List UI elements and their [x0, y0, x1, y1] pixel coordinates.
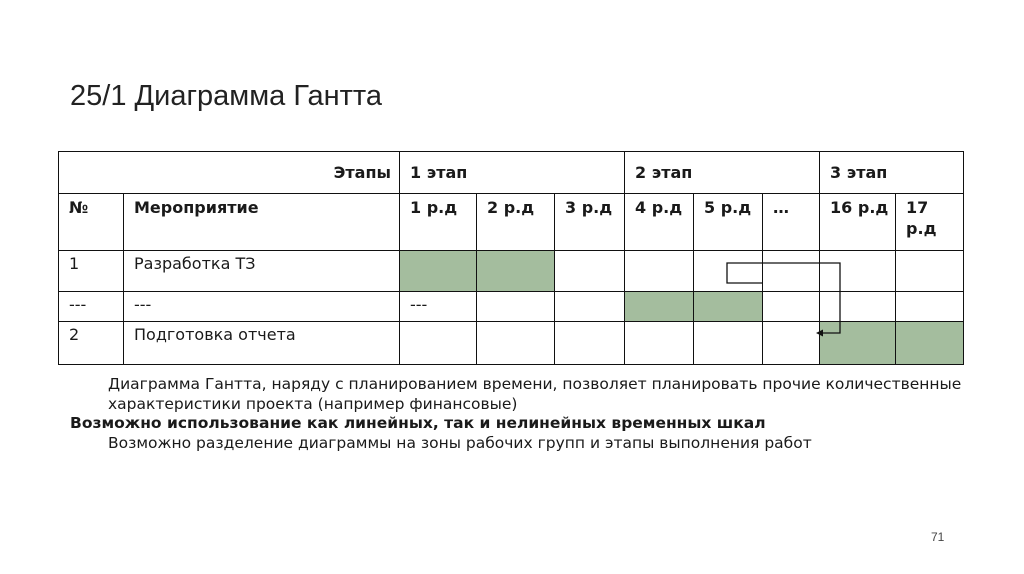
day-label: 16 р.д	[830, 198, 889, 217]
notes	[70, 375, 1024, 453]
gantt-bar-cell	[477, 251, 555, 292]
page-number: 71	[931, 530, 945, 544]
gantt-cell	[694, 322, 763, 365]
gantt-cell	[820, 292, 896, 322]
stage-1-header: 1 этап	[400, 152, 625, 194]
table-row	[59, 251, 964, 292]
gantt-cell	[555, 292, 625, 322]
gantt-cell	[477, 322, 555, 365]
day-header	[896, 194, 964, 251]
stages-label: Этапы	[59, 152, 400, 194]
note-line: Диаграмма Гантта, наряду с планированием времени, позволяет планировать прочие количественные характеристики проекта (например финансовые)	[108, 375, 962, 413]
stage-3-header: 3 этап	[820, 152, 964, 194]
day-label: 17 р.д	[906, 198, 937, 238]
activity-column-header: Мероприятие	[124, 194, 400, 251]
gantt-cell	[555, 251, 625, 292]
row-activity: Подготовка отчета	[124, 322, 400, 365]
day-header	[820, 194, 896, 251]
gantt-cell	[763, 251, 820, 292]
day-header: 1 р.д	[400, 194, 477, 251]
stage-2-header: 2 этап	[625, 152, 820, 194]
day-label: 4 р.д	[635, 198, 683, 217]
gantt-cell	[763, 322, 820, 365]
note-line: Возможно разделение диаграммы на зоны рабочих групп и этапы выполнения работ	[108, 433, 812, 452]
gantt-cell	[555, 322, 625, 365]
table-row	[59, 292, 964, 322]
gantt-bar-cell	[400, 251, 477, 292]
number-column-header: №	[59, 194, 124, 251]
gantt-bar-cell	[896, 322, 964, 365]
gantt-cell	[896, 251, 964, 292]
gantt-bar-cell	[625, 292, 694, 322]
day-label: 3 р.д	[565, 198, 613, 217]
gantt-cell: ---	[400, 292, 477, 322]
gantt-cell	[694, 251, 763, 292]
note-line: Возможно использование как линейных, так и нелинейных временных шкал	[70, 414, 766, 432]
table-row	[59, 322, 964, 365]
gantt-table	[58, 151, 964, 365]
gantt-cell	[896, 292, 964, 322]
row-number: 1	[59, 251, 124, 292]
gantt-cell	[400, 322, 477, 365]
gantt-cell	[477, 292, 555, 322]
gantt-cell	[625, 322, 694, 365]
row-number: ---	[59, 292, 124, 322]
gantt-cell	[763, 292, 820, 322]
row-activity: ---	[124, 292, 400, 322]
gantt-bar-cell	[820, 322, 896, 365]
row-number: 2	[59, 322, 124, 365]
day-header: …	[763, 194, 820, 251]
slide-title: 25/1 Диаграмма Гантта	[70, 80, 382, 112]
day-header	[555, 194, 625, 251]
gantt-cell	[625, 251, 694, 292]
day-header	[694, 194, 763, 251]
gantt-cell	[820, 251, 896, 292]
gantt-bar-cell	[694, 292, 763, 322]
row-activity: Разработка ТЗ	[124, 251, 400, 292]
day-header	[625, 194, 694, 251]
day-header: 2 р.д	[477, 194, 555, 251]
day-label: 5 р.д	[704, 198, 752, 217]
